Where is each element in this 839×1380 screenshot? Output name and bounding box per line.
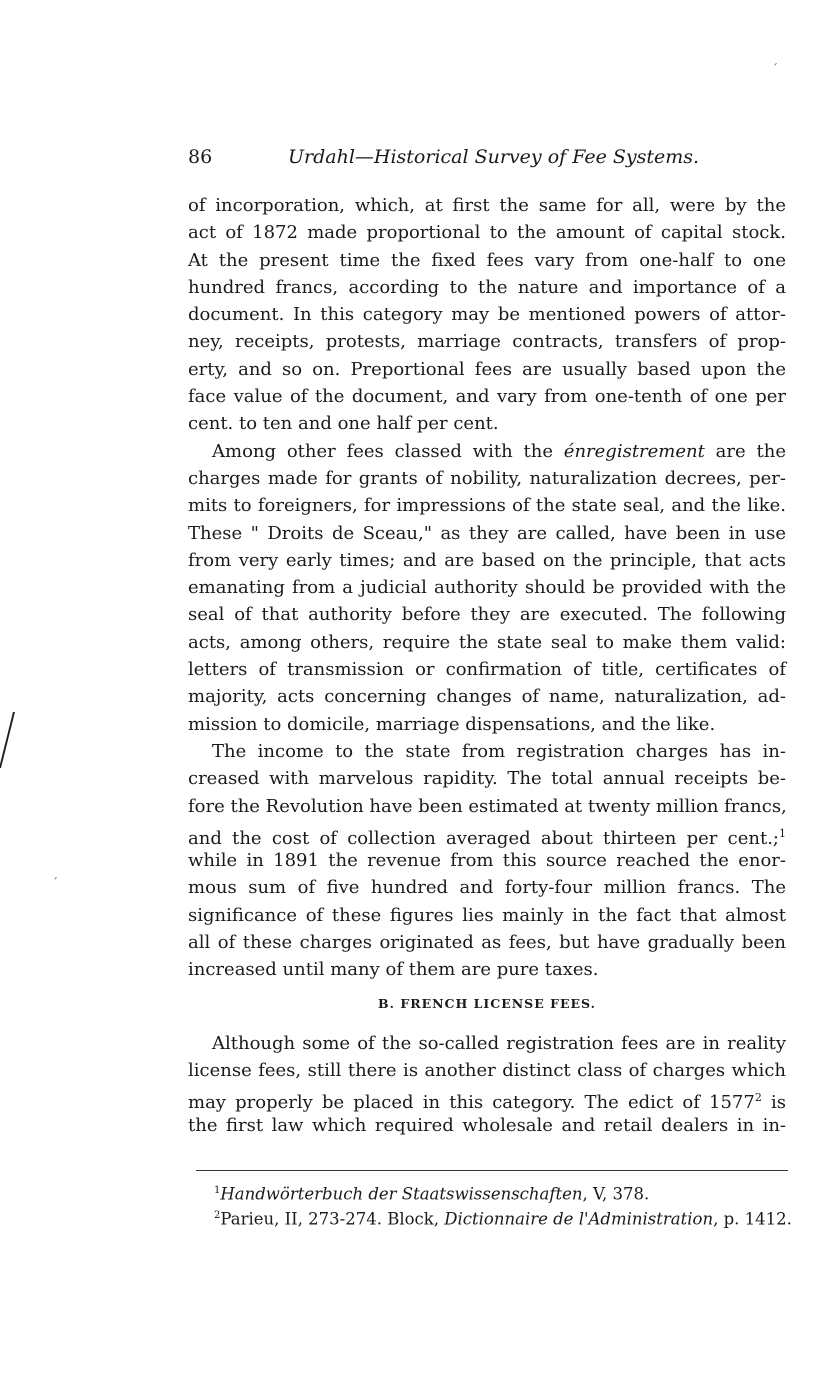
text-line: license fees, still there is another distinct class of charges which [188,1059,786,1081]
text-line: hundred francs, according to the nature and importance of a [188,276,786,298]
text-line: significance of these figures lies mainly in the fact that almost [188,904,786,926]
page-header [188,146,700,172]
paragraph-3 [188,738,786,984]
footnote-text: , p. 1412. [713,1209,792,1229]
text-line: the first law which required wholesale and retail dealers in in- [188,1114,786,1136]
footnote-text: Parieu, II, 273-274. Block, [220,1209,445,1229]
text-fragment: are the [704,440,786,462]
paragraph-1 [188,192,786,438]
section-heading: B. FRENCH LICENSE FEES. [378,995,596,1011]
footnote [214,1178,794,1203]
footnote-ref: 2 [754,1091,762,1105]
text-line: all of these charges originated as fees, but have gradually been [188,932,786,954]
text-line: mous sum of five hundred and forty-four million francs. The [188,877,786,899]
margin-mark [0,712,19,768]
text-line: ney, receipts, protests, marriage contracts, transfers of prop- [188,331,786,353]
footnote-text: , V, 378. [582,1184,650,1204]
paragraph-4 [188,1030,786,1139]
footnote-italic: Handwörterbuch der Staatswissenschaften [220,1184,583,1204]
text-line: erty, and so on. Preportional fees are usually based upon the [188,358,786,380]
footnote-rule [196,1170,788,1171]
text-line: The income to the state from registration charges has in- [212,740,786,762]
text-fragment: and the cost of collection averaged about thirteen per cent.; [188,827,779,849]
text-line: mission to domicile, marriage dispensations, and the like. [188,713,716,735]
text-fragment: Among other fees classed with the [212,440,564,462]
text-line: while in 1891 the revenue from this source reached the enor- [188,850,786,872]
page-body [188,192,786,1139]
text-fragment: may properly be placed in this category. The edict of 1577 [188,1092,755,1114]
text-line: majority, acts concerning changes of name, naturalization, ad- [188,686,786,708]
text-line: emanating from a judicial authority should be provided with the [188,577,786,599]
text-line: act of 1872 made proportional to the amount of capital stock. [188,222,786,244]
italic-term: énregistrement [563,440,705,462]
footnote-ref: 1 [779,826,786,840]
text-line: acts, among others, require the state seal to make them valid: [188,631,786,653]
page-number: 86 [188,146,213,168]
text-line: fore the Revolution have been estimated at twenty million francs, [188,795,787,817]
text-line: of incorporation, which, at first the same for all, were by the [188,195,786,216]
text-line: from very early times; and are based on the principle, that acts [188,549,786,571]
text-line: seal of that authority before they are executed. The following [188,604,786,626]
scan-speck: ˊ [772,62,778,76]
text-line [188,820,786,847]
text-line: increased until many of them are pure taxes. [188,959,599,981]
running-title: Urdahl—Historical Survey of Fee Systems. [288,146,700,168]
text-line: document. In this category may be mentioned powers of attor- [188,304,786,326]
scan-speck: ˊ [52,876,58,890]
text-line: At the present time the fixed fees vary from one-half to one [188,249,786,271]
text-line: Although some of the so-called registration fees are in reality [212,1032,786,1054]
text-line: These " Droits de Sceau," as they are called, have been in use [188,522,786,544]
text-line [188,438,786,465]
text-line: mits to foreigners, for impressions of the state seal, and the like. [188,495,786,517]
footnote-italic: Dictionnaire de l'Administration [444,1209,714,1229]
footnote-number: 2 [214,1210,221,1221]
text-fragment: is [761,1092,786,1114]
text-line: cent. to ten and one half per cent. [188,413,499,435]
footnote-number: 1 [214,1185,221,1196]
text-line [188,1084,786,1114]
text-line: letters of transmission or confirmation of title, certificates of [188,659,786,681]
paragraph-2 [188,438,786,738]
text-line: charges made for grants of nobility, naturalization decrees, per- [188,467,786,489]
footnotes [214,1178,794,1228]
text-line: face value of the document, and vary from one-tenth of one per [188,386,786,408]
footnote [214,1203,794,1228]
text-line: creased with marvelous rapidity. The total annual receipts be- [188,768,786,790]
